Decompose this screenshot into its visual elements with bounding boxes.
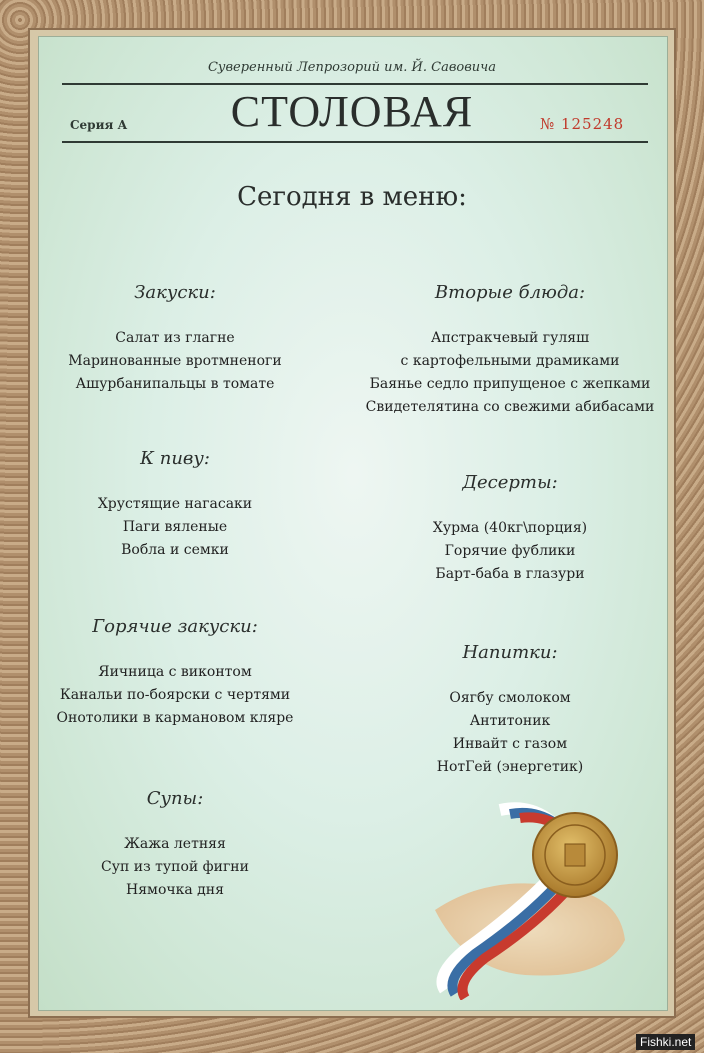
section-deserty bbox=[360, 472, 660, 586]
section-title: К пиву: bbox=[140, 448, 210, 469]
menu-item: Инвайт с газом bbox=[452, 736, 568, 752]
menu-item: Вобла и семки bbox=[121, 542, 229, 558]
institution-name: Суверенный Лепрозорий им. Й. Савовича bbox=[207, 60, 497, 75]
menu-item: Ашурбанипальцы в томате bbox=[75, 376, 275, 392]
menu-item: НотГей (энергетик) bbox=[436, 759, 584, 775]
menu-item: Антитоник bbox=[469, 713, 551, 729]
menu-item: Баянье седло припущеное с жепками bbox=[369, 376, 651, 392]
section-vtorye-blyuda bbox=[360, 282, 660, 419]
menu-item: Жажа летняя bbox=[124, 836, 226, 852]
menu-heading: Сегодня в меню: bbox=[237, 182, 467, 212]
menu-item: Оягбу смолоком bbox=[449, 690, 571, 706]
menu-item: Нямочка дня bbox=[126, 882, 224, 898]
header-rule-top bbox=[62, 83, 648, 85]
menu-item: Паги вяленые bbox=[122, 519, 228, 535]
ribbon-seal-graphic bbox=[405, 790, 645, 1000]
series-label: Серия А bbox=[70, 118, 128, 132]
menu-item: Хрустящие нагасаки bbox=[97, 496, 253, 512]
menu-item: Яичница с виконтом bbox=[98, 664, 252, 680]
section-title: Закуски: bbox=[134, 282, 216, 303]
section-title: Десерты: bbox=[462, 472, 558, 493]
menu-item: Онотолики в кармановом кляре bbox=[56, 710, 294, 726]
menu-item: Горячие фублики bbox=[444, 543, 576, 559]
menu-item: с картофельными драмиками bbox=[400, 353, 620, 369]
menu-item: Салат из глагне bbox=[115, 330, 235, 346]
menu-item: Канальи по-боярски с чертями bbox=[59, 687, 291, 703]
section-title: Горячие закуски: bbox=[92, 616, 258, 637]
section-title: Супы: bbox=[146, 788, 204, 809]
serial-number: № 125248 bbox=[540, 115, 625, 133]
menu-item: Маринованные вротмненоги bbox=[68, 353, 282, 369]
page-title: СТОЛОВАЯ bbox=[230, 87, 474, 136]
section-title: Вторые блюда: bbox=[434, 282, 586, 303]
section-napitki bbox=[360, 642, 660, 779]
wax-seal-emblem bbox=[565, 844, 585, 866]
menu-item: Суп из тупой фигни bbox=[101, 859, 249, 875]
menu-item: Хурма (40кг\порция) bbox=[432, 520, 588, 536]
section-zakuski bbox=[40, 282, 310, 396]
menu-item: Апстракчевый гуляш bbox=[430, 330, 590, 346]
menu-item: Свидетелятина со свежими абибасами bbox=[365, 399, 655, 415]
menu-item: Барт-баба в глазури bbox=[435, 566, 585, 582]
section-goryachie-zakuski bbox=[40, 616, 310, 730]
section-k-pivu bbox=[40, 448, 310, 562]
header-rule-bottom bbox=[62, 141, 648, 143]
watermark: Fishki.net bbox=[636, 1034, 695, 1050]
section-title: Напитки: bbox=[462, 642, 558, 663]
section-supy bbox=[40, 788, 310, 902]
